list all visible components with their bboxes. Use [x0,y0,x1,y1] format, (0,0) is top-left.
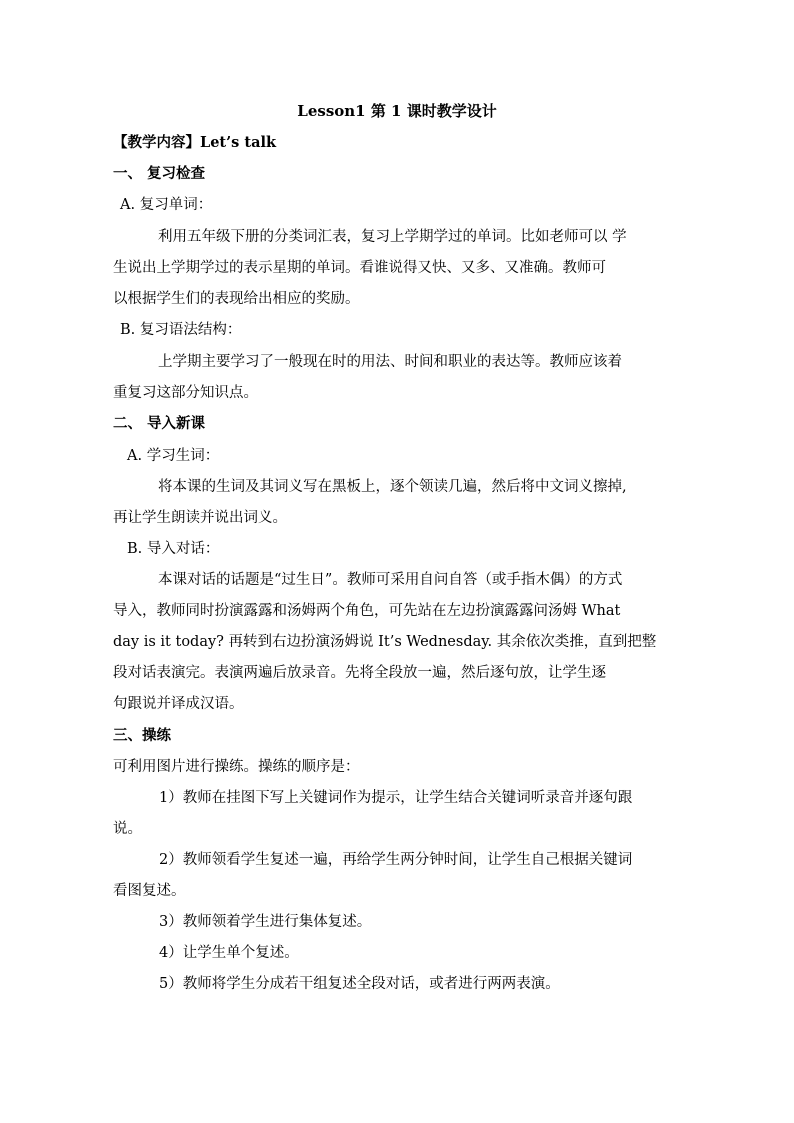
content-heading: 【教学内容】Let’s talk [113,134,277,151]
section3-step1-line2: 说。 [113,821,142,837]
section2-a-label: A. 学习生词： [127,448,220,464]
section1-a-paragraph-line3: 以根据学生们的表现给出相应的奖励。 [113,291,360,307]
section1-b-label: B. 复习语法结构： [120,322,242,338]
section2-heading: 二、 导入新课 [113,415,206,432]
section2-b-paragraph-line2: 导入，教师同时扮演露露和汤姆两个角色，可先站在左边扮演露露问汤姆 What [113,603,621,619]
section2-a-paragraph-line1: 将本课的生词及其词义写在黑板上，逐个领读几遍，然后将中文词义擦掉, [158,479,627,495]
document-title: Lesson1 第 1 课时教学设计 [297,102,497,120]
section3-step3: 3）教师领着学生进行集体复述。 [159,914,372,930]
section1-a-paragraph-line1: 利用五年级下册的分类词汇表，复习上学期学过的单词。比如老师可以 学 [158,229,627,245]
section2-a-paragraph-line2: 再让学生朗读并说出词义。 [113,510,287,526]
section3-step2-line1: 2）教师领看学生复述一遍，再给学生两分钟时间，让学生自己根据关键词 [159,852,633,868]
section3-heading: 三、操练 [113,727,171,744]
section2-b-label: B. 导入对话： [127,541,220,557]
section3-step1-line1: 1）教师在挂图下写上关键词作为提示，让学生结合关键词听录音并逐句跟 [159,790,633,806]
section3-step4: 4）让学生单个复述。 [159,945,299,961]
section1-b-paragraph-line1: 上学期主要学习了一般现在时的用法、时间和职业的表达等。教师应该着 [158,354,622,370]
section1-a-paragraph-line2: 生说出上学期学过的表示星期的单词。看谁说得又快、又多、又准确。教师可 [113,260,606,276]
section3-intro: 可利用图片进行操练。操练的顺序是： [113,759,360,775]
section1-heading: 一、 复习检查 [113,165,206,182]
section1-a-label: A. 复习单词： [120,197,213,213]
section2-b-paragraph-line5: 句跟说并译成汉语。 [113,696,244,712]
section1-b-paragraph-line2: 重复习这部分知识点。 [113,385,258,401]
section2-b-paragraph-line3: day is it today? 再转到右边扮演汤姆说 It’s Wednesday. 其余依次类推，直到把整 [113,634,657,650]
section2-b-paragraph-line1: 本课对话的话题是“过生日”。教师可采用自问自答（或手指木偶）的方式 [158,572,623,588]
section3-step2-line2: 看图复述。 [113,883,186,899]
section3-step5: 5）教师将学生分成若干组复述全段对话，或者进行两两表演。 [159,976,560,992]
section2-b-paragraph-line4: 段对话表演完。表演两遍后放录音。先将全段放一遍，然后逐句放，让学生逐 [113,665,606,681]
